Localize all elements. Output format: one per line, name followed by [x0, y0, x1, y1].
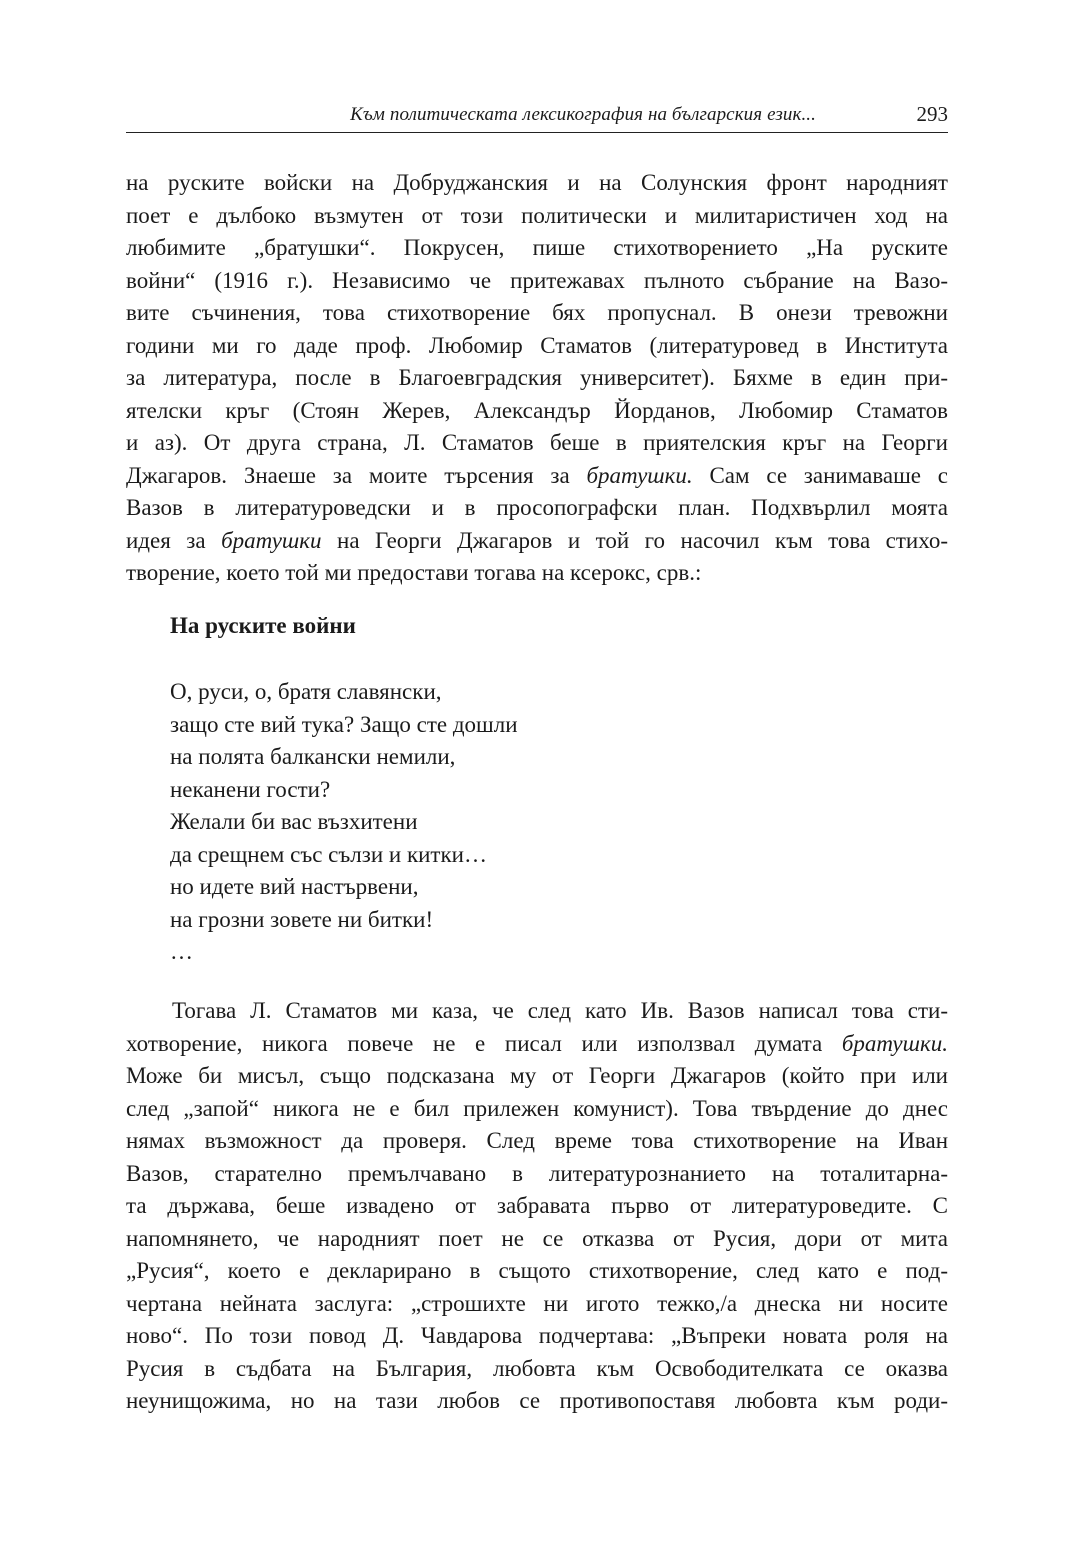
text-line: след „запой“ никога не е бил прилежен комунист). Това твърдение до днес [126, 1095, 948, 1121]
text-line [126, 1028, 948, 1061]
text-line [126, 460, 948, 493]
poem-ellipsis: … [170, 939, 193, 964]
text-line: Вазов, старателно премълчавано в литературознанието на тоталитарна- [126, 1160, 948, 1186]
poem-line: О, руси, о, братя славянски, [170, 679, 442, 704]
poem-line: неканени гости? [170, 776, 331, 802]
text-line: и аз). От друга страна, Л. Стаматов беше в приятелския кръг на Георги [126, 430, 948, 455]
poem-line: но идете вий настървени, [170, 874, 419, 899]
running-header [126, 100, 948, 133]
italic-term: братушки. [586, 462, 693, 488]
poem [170, 676, 518, 969]
poem-line: Желали би вас възхитени [170, 809, 418, 834]
text-line: вите съчинения, това стихотворение бях пропуснал. В онези тревожни [126, 300, 948, 325]
text-line: нямах възможност да проверя. След време това стихотворение на Иван [126, 1128, 948, 1153]
text-line: напомнянето, че народният поет не се отказва от Русия, дори от мита [126, 1225, 948, 1251]
italic-term: братушки [221, 527, 322, 553]
page-number: 293 [916, 102, 948, 126]
text-line: Може би мисъл, също подсказана му от Георги Джагаров (който при или [126, 1063, 948, 1088]
text-segment: Сам се занимаваше с [692, 462, 948, 488]
poem-line: на грозни зовете ни битки! [170, 906, 434, 932]
text-line: за литература, после в Благоевградския университет). Бяхме в един при- [126, 365, 948, 390]
text-line: Тогава Л. Стаматов ми каза, че след като Ив. Вазов написал това сти- [172, 998, 948, 1023]
text-line: та държава, беше извадено от забравата първо от литературоведите. С [126, 1193, 948, 1218]
paragraph-1 [126, 167, 948, 590]
text-line: ятелски кръг (Стоян Жерев, Александър Йорданов, Любомир Стаматов [126, 397, 948, 423]
text-line: „Русия“, което е декларирано в същото стихотворение, след като е под- [126, 1258, 948, 1283]
text-line: Вазов в литературоведски и в просопографски план. Подхвърлил моята [126, 495, 948, 520]
text-line: неунищожима, но на тази любов се противопоставя любовта към роди- [126, 1388, 948, 1413]
text-line: поет е дълбоко възмутен от този политически и милитаристичен ход на [126, 202, 948, 228]
text-line: ново“. По този повод Д. Чавдарова подчертава: „Въпреки новата роля на [126, 1323, 948, 1348]
poem-line: на полята балкански немили, [170, 744, 456, 769]
italic-term: братушки. [841, 1030, 948, 1056]
poem-line: защо сте вий тука? Защо сте дошли [170, 711, 518, 737]
poem-title: На руските войни [170, 613, 356, 638]
text-line: Русия в съдбата на България, любовта към Освободителката се оказва [126, 1355, 948, 1381]
text-line: години ми го даде проф. Любомир Стаматов (литературовед в Института [126, 332, 948, 358]
text-line: творение, което той ми предостави тогава на ксерокс, срв.: [126, 560, 702, 585]
text-segment: на Георги Джагаров и той го насочил към това стихо- [321, 527, 949, 553]
text-line: на руските войски на Добруджанския и на Солунския фронт народният [126, 170, 948, 195]
paragraph-2 [126, 995, 948, 1418]
text-line [126, 525, 948, 558]
poem-line: да срещнем със сълзи и китки… [170, 841, 487, 867]
text-segment: хотворение, никога повече не е писал или използвал думата [126, 1030, 842, 1056]
text-line: войни“ (1916 г.). Независимо че притежавах пълното събрание на Вазо- [126, 267, 948, 293]
running-title: Към политическата лексикография на българския език... [350, 104, 816, 125]
text-segment: идея за [126, 527, 222, 553]
text-segment: Джагаров. Знаеше за моите търсения за [126, 462, 587, 488]
text-line: любимите „братушки“. Покрусен, пише стихотворението „На руските [126, 235, 948, 260]
text-line: чертана нейната заслуга: „строшихте ни игото тежко,/а днеска ни носите [126, 1290, 948, 1316]
